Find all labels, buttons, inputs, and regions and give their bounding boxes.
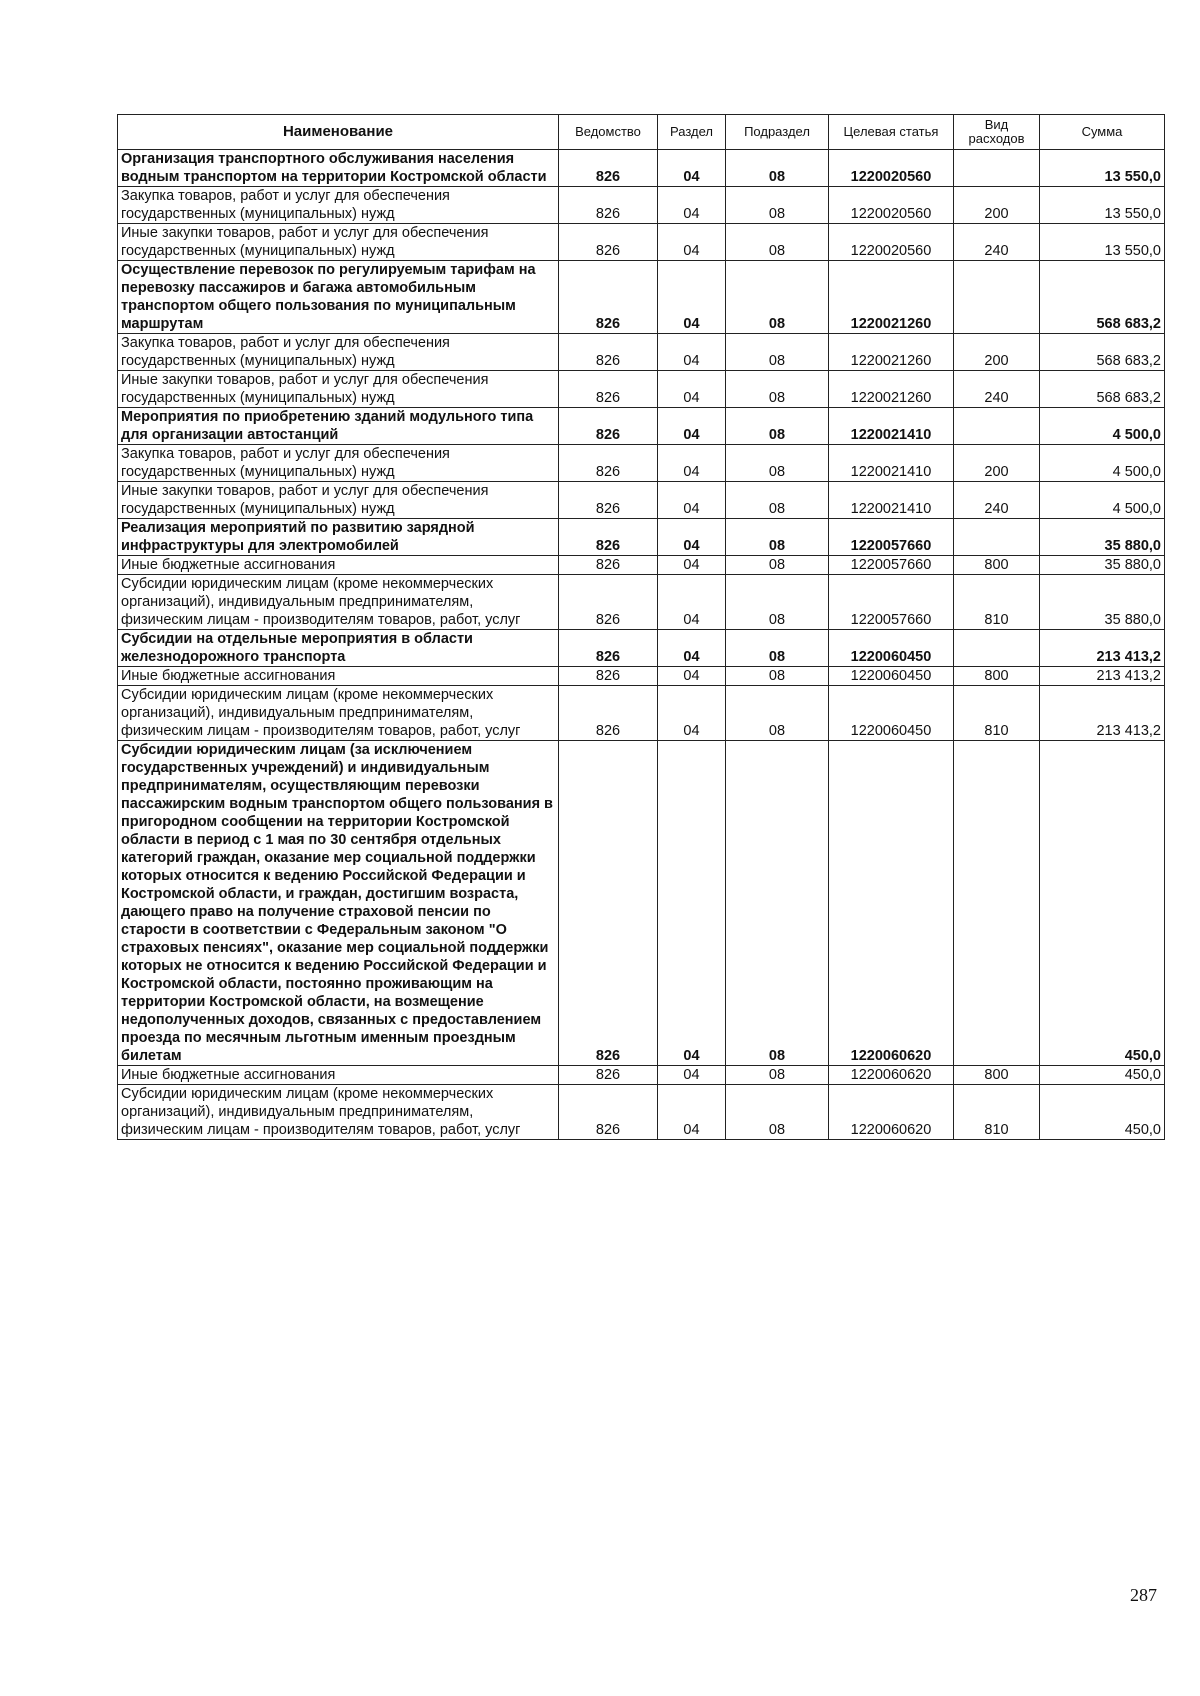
cell-subsection: 08	[726, 482, 829, 519]
cell-section: 04	[658, 556, 726, 575]
cell-subsection: 08	[726, 187, 829, 224]
cell-section: 04	[658, 408, 726, 445]
cell-amount: 568 683,2	[1040, 334, 1165, 371]
cell-section: 04	[658, 575, 726, 630]
cell-amount: 568 683,2	[1040, 261, 1165, 334]
cell-target-article: 1220020560	[829, 150, 954, 187]
cell-department: 826	[559, 686, 658, 741]
cell-department: 826	[559, 334, 658, 371]
cell-department: 826	[559, 667, 658, 686]
cell-target-article: 1220057660	[829, 519, 954, 556]
cell-expense-type: 810	[954, 686, 1040, 741]
cell-section: 04	[658, 187, 726, 224]
cell-expense-type	[954, 630, 1040, 667]
cell-amount: 450,0	[1040, 1085, 1165, 1140]
budget-table-container	[117, 114, 1164, 1140]
cell-subsection: 08	[726, 741, 829, 1066]
cell-section: 04	[658, 667, 726, 686]
cell-section: 04	[658, 334, 726, 371]
cell-name: Мероприятия по приобретению зданий модульного типа для организации автостанций	[118, 408, 559, 445]
cell-department: 826	[559, 445, 658, 482]
header-section: Раздел	[658, 115, 726, 150]
table-row	[118, 556, 1165, 575]
budget-table	[117, 114, 1165, 1140]
cell-name: Закупка товаров, работ и услуг для обеспечения государственных (муниципальных) нужд	[118, 187, 559, 224]
cell-amount: 35 880,0	[1040, 575, 1165, 630]
cell-target-article: 1220021410	[829, 482, 954, 519]
header-department: Ведомство	[559, 115, 658, 150]
cell-expense-type: 800	[954, 1066, 1040, 1085]
cell-target-article: 1220060450	[829, 667, 954, 686]
cell-subsection: 08	[726, 261, 829, 334]
table-row	[118, 630, 1165, 667]
cell-amount: 213 413,2	[1040, 667, 1165, 686]
table-body	[118, 150, 1165, 1140]
cell-section: 04	[658, 741, 726, 1066]
cell-amount: 35 880,0	[1040, 556, 1165, 575]
cell-target-article: 1220021260	[829, 334, 954, 371]
cell-amount: 450,0	[1040, 1066, 1165, 1085]
cell-department: 826	[559, 371, 658, 408]
cell-department: 826	[559, 556, 658, 575]
cell-department: 826	[559, 519, 658, 556]
cell-department: 826	[559, 408, 658, 445]
cell-expense-type: 810	[954, 1085, 1040, 1140]
cell-expense-type	[954, 519, 1040, 556]
cell-target-article: 1220060620	[829, 741, 954, 1066]
cell-name: Субсидии юридическим лицам (кроме некоммерческих организаций), индивидуальным предпринимателям, физическим лицам - производителям товаров, работ, услуг	[118, 1085, 559, 1140]
cell-expense-type: 200	[954, 445, 1040, 482]
cell-amount: 4 500,0	[1040, 408, 1165, 445]
table-row	[118, 519, 1165, 556]
table-row	[118, 575, 1165, 630]
cell-amount: 213 413,2	[1040, 686, 1165, 741]
cell-subsection: 08	[726, 1066, 829, 1085]
cell-section: 04	[658, 224, 726, 261]
table-row	[118, 741, 1165, 1066]
cell-expense-type: 810	[954, 575, 1040, 630]
cell-section: 04	[658, 686, 726, 741]
header-subsection: Подраздел	[726, 115, 829, 150]
cell-department: 826	[559, 224, 658, 261]
cell-section: 04	[658, 630, 726, 667]
cell-name: Осуществление перевозок по регулируемым тарифам на перевозку пассажиров и багажа автомобильным транспортом общего пользования по муниципальным маршрутам	[118, 261, 559, 334]
cell-subsection: 08	[726, 371, 829, 408]
cell-expense-type	[954, 741, 1040, 1066]
cell-section: 04	[658, 445, 726, 482]
cell-target-article: 1220020560	[829, 224, 954, 261]
cell-subsection: 08	[726, 445, 829, 482]
table-row	[118, 224, 1165, 261]
cell-name: Реализация мероприятий по развитию зарядной инфраструктуры для электромобилей	[118, 519, 559, 556]
cell-name: Субсидии юридическим лицам (кроме некоммерческих организаций), индивидуальным предпринимателям, физическим лицам - производителям товаров, работ, услуг	[118, 575, 559, 630]
cell-expense-type: 200	[954, 334, 1040, 371]
cell-section: 04	[658, 482, 726, 519]
cell-subsection: 08	[726, 686, 829, 741]
cell-expense-type	[954, 261, 1040, 334]
cell-section: 04	[658, 261, 726, 334]
header-target-article: Целевая статья	[829, 115, 954, 150]
table-row	[118, 334, 1165, 371]
cell-expense-type: 240	[954, 224, 1040, 261]
cell-department: 826	[559, 482, 658, 519]
cell-subsection: 08	[726, 519, 829, 556]
cell-expense-type: 240	[954, 482, 1040, 519]
table-row	[118, 667, 1165, 686]
table-header-row	[118, 115, 1165, 150]
cell-department: 826	[559, 150, 658, 187]
cell-target-article: 1220060450	[829, 630, 954, 667]
cell-amount: 4 500,0	[1040, 445, 1165, 482]
page-number: 287	[1130, 1585, 1157, 1605]
cell-department: 826	[559, 575, 658, 630]
table-row	[118, 445, 1165, 482]
cell-expense-type: 240	[954, 371, 1040, 408]
cell-subsection: 08	[726, 556, 829, 575]
cell-amount: 213 413,2	[1040, 630, 1165, 667]
header-name: Наименование	[118, 115, 559, 150]
cell-name: Иные бюджетные ассигнования	[118, 556, 559, 575]
cell-subsection: 08	[726, 408, 829, 445]
cell-name: Субсидии юридическим лицам (за исключением государственных учреждений) и индивидуальным предпринимателям, осуществляющим перевозки пассажирским водным транспортом общего пользования в пригородном сообщении на территории Костромской области в период с 1 мая по 30 сентября отдельных категорий граждан, оказание мер социальной поддержки которых относится к ведению Российской Федерации и Костромской области, и граждан, достигшим возраста, дающего право на получение страховой пенсии по старости в соответствии с Федеральным законом "О страховых пенсиях", оказание мер социальной поддержки которых не относится к ведению Российской Федерации и Костромской области, постоянно проживающим на территории Костромской области, на возмещение недополученных доходов, связанных с предоставлением проезда по месячным льготным именным проездным билетам	[118, 741, 559, 1066]
table-row	[118, 482, 1165, 519]
cell-amount: 4 500,0	[1040, 482, 1165, 519]
cell-target-article: 1220060620	[829, 1085, 954, 1140]
cell-section: 04	[658, 150, 726, 187]
cell-name: Иные закупки товаров, работ и услуг для обеспечения государственных (муниципальных) нужд	[118, 482, 559, 519]
cell-department: 826	[559, 630, 658, 667]
cell-amount: 450,0	[1040, 741, 1165, 1066]
cell-subsection: 08	[726, 1085, 829, 1140]
cell-department: 826	[559, 1085, 658, 1140]
header-expense-type: Вид расходов	[954, 115, 1040, 150]
cell-name: Субсидии юридическим лицам (кроме некоммерческих организаций), индивидуальным предпринимателям, физическим лицам - производителям товаров, работ, услуг	[118, 686, 559, 741]
table-row	[118, 150, 1165, 187]
cell-name: Закупка товаров, работ и услуг для обеспечения государственных (муниципальных) нужд	[118, 445, 559, 482]
cell-name: Организация транспортного обслуживания населения водным транспортом на территории Костромской области	[118, 150, 559, 187]
cell-name: Иные закупки товаров, работ и услуг для обеспечения государственных (муниципальных) нужд	[118, 371, 559, 408]
cell-amount: 35 880,0	[1040, 519, 1165, 556]
cell-amount: 13 550,0	[1040, 187, 1165, 224]
cell-name: Иные бюджетные ассигнования	[118, 1066, 559, 1085]
cell-expense-type	[954, 150, 1040, 187]
table-row	[118, 686, 1165, 741]
cell-name: Иные бюджетные ассигнования	[118, 667, 559, 686]
cell-target-article: 1220021410	[829, 445, 954, 482]
cell-name: Субсидии на отдельные мероприятия в области железнодорожного транспорта	[118, 630, 559, 667]
table-row	[118, 261, 1165, 334]
cell-target-article: 1220057660	[829, 575, 954, 630]
cell-section: 04	[658, 519, 726, 556]
cell-subsection: 08	[726, 667, 829, 686]
cell-amount: 13 550,0	[1040, 224, 1165, 261]
table-row	[118, 187, 1165, 224]
cell-target-article: 1220057660	[829, 556, 954, 575]
cell-expense-type	[954, 408, 1040, 445]
cell-expense-type: 800	[954, 667, 1040, 686]
table-row	[118, 408, 1165, 445]
cell-department: 826	[559, 741, 658, 1066]
cell-subsection: 08	[726, 575, 829, 630]
cell-expense-type: 200	[954, 187, 1040, 224]
cell-subsection: 08	[726, 224, 829, 261]
cell-section: 04	[658, 371, 726, 408]
cell-target-article: 1220060620	[829, 1066, 954, 1085]
table-row	[118, 371, 1165, 408]
table-row	[118, 1085, 1165, 1140]
cell-department: 826	[559, 261, 658, 334]
cell-section: 04	[658, 1066, 726, 1085]
cell-department: 826	[559, 187, 658, 224]
cell-target-article: 1220020560	[829, 187, 954, 224]
cell-expense-type: 800	[954, 556, 1040, 575]
cell-target-article: 1220060450	[829, 686, 954, 741]
cell-amount: 13 550,0	[1040, 150, 1165, 187]
header-amount: Сумма	[1040, 115, 1165, 150]
table-row	[118, 1066, 1165, 1085]
cell-subsection: 08	[726, 334, 829, 371]
cell-subsection: 08	[726, 150, 829, 187]
cell-section: 04	[658, 1085, 726, 1140]
cell-name: Закупка товаров, работ и услуг для обеспечения государственных (муниципальных) нужд	[118, 334, 559, 371]
cell-target-article: 1220021260	[829, 261, 954, 334]
cell-target-article: 1220021410	[829, 408, 954, 445]
cell-target-article: 1220021260	[829, 371, 954, 408]
cell-name: Иные закупки товаров, работ и услуг для обеспечения государственных (муниципальных) нужд	[118, 224, 559, 261]
cell-amount: 568 683,2	[1040, 371, 1165, 408]
cell-subsection: 08	[726, 630, 829, 667]
cell-department: 826	[559, 1066, 658, 1085]
